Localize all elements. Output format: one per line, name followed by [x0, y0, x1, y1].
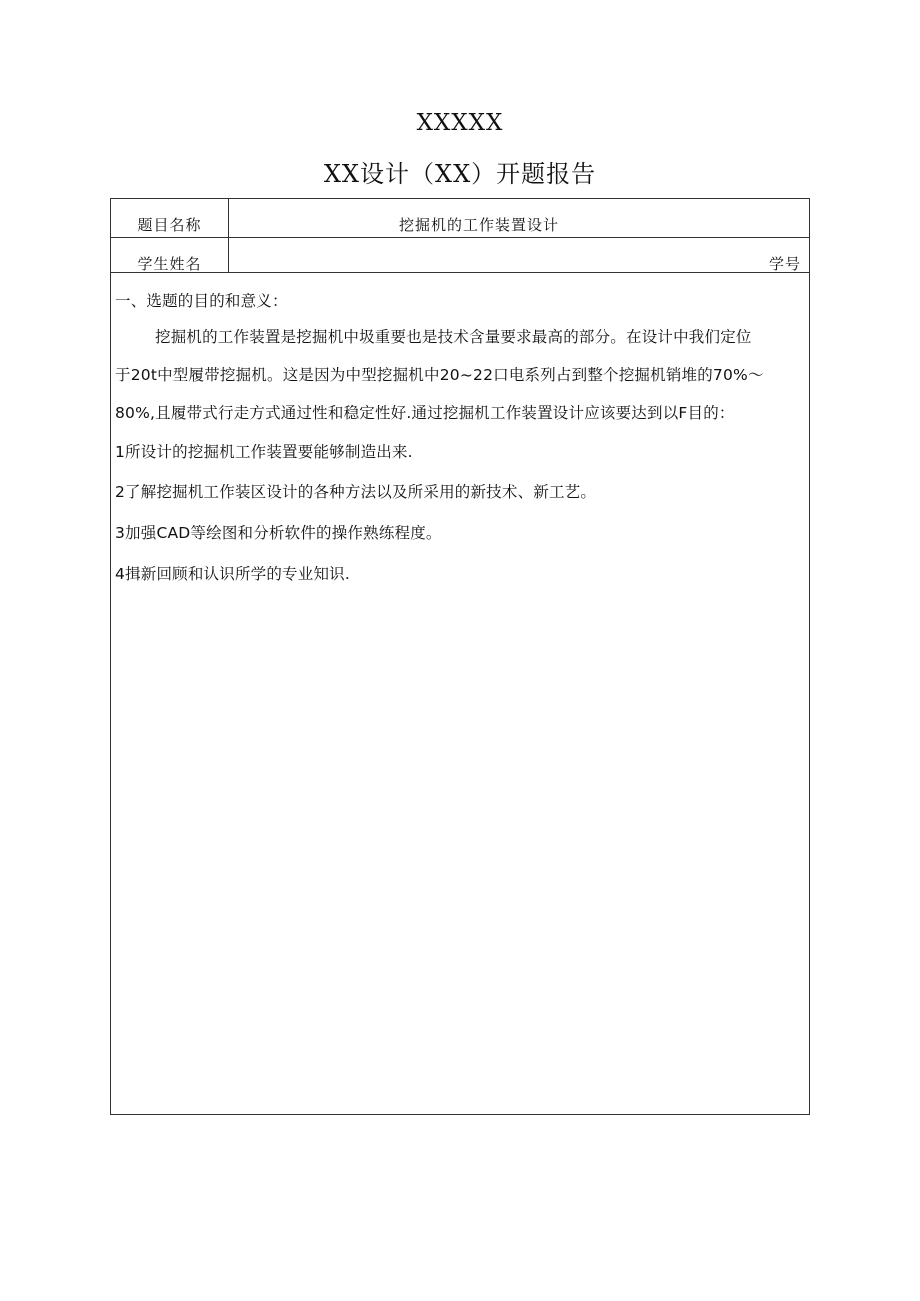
student-id-label: 学号: [769, 255, 802, 273]
list-item: 4揖新回顾和认识所学的专业知识.: [115, 565, 350, 583]
list-item: 3加强CAD等绘图和分析软件的操作熟练程度。: [115, 524, 442, 542]
student-name-field[interactable]: [229, 238, 809, 272]
paragraph-line: 80%,且履带式行走方式通过性和稳定性好.通过挖掘机工作装置设计应该要达到以F目的：: [115, 404, 735, 422]
topic-value[interactable]: 挖掘机的工作装置设计: [398, 216, 559, 234]
list-item: 2了解挖掘机工作装区设计的各种方法以及所采用的新技术、新工艺。: [115, 483, 597, 501]
topic-label: 题目名称: [111, 199, 229, 237]
topic-row: [111, 199, 809, 238]
paragraph-line: 于20t中型履带挖掘机。这是因为中型挖掘机中20~22口电系列占到整个挖掘机销堆的70%～: [115, 366, 764, 384]
paragraph-line: 挖掘机的工作装置是挖掘机中圾重要也是技术含量要求最高的部分。在设计中我们定位: [155, 328, 752, 346]
student-row: [111, 238, 809, 273]
school-title: XXXXX: [416, 110, 504, 136]
report-title: XX设计（XX）开题报告: [323, 160, 597, 188]
proposal-form-table: [110, 198, 810, 1115]
student-name-label: 学生姓名: [111, 238, 229, 272]
list-item: 1所设计的挖掘机工作装置要能够制造出来.: [115, 443, 413, 461]
section-heading: 一、选题的目的和意义：: [115, 292, 288, 310]
